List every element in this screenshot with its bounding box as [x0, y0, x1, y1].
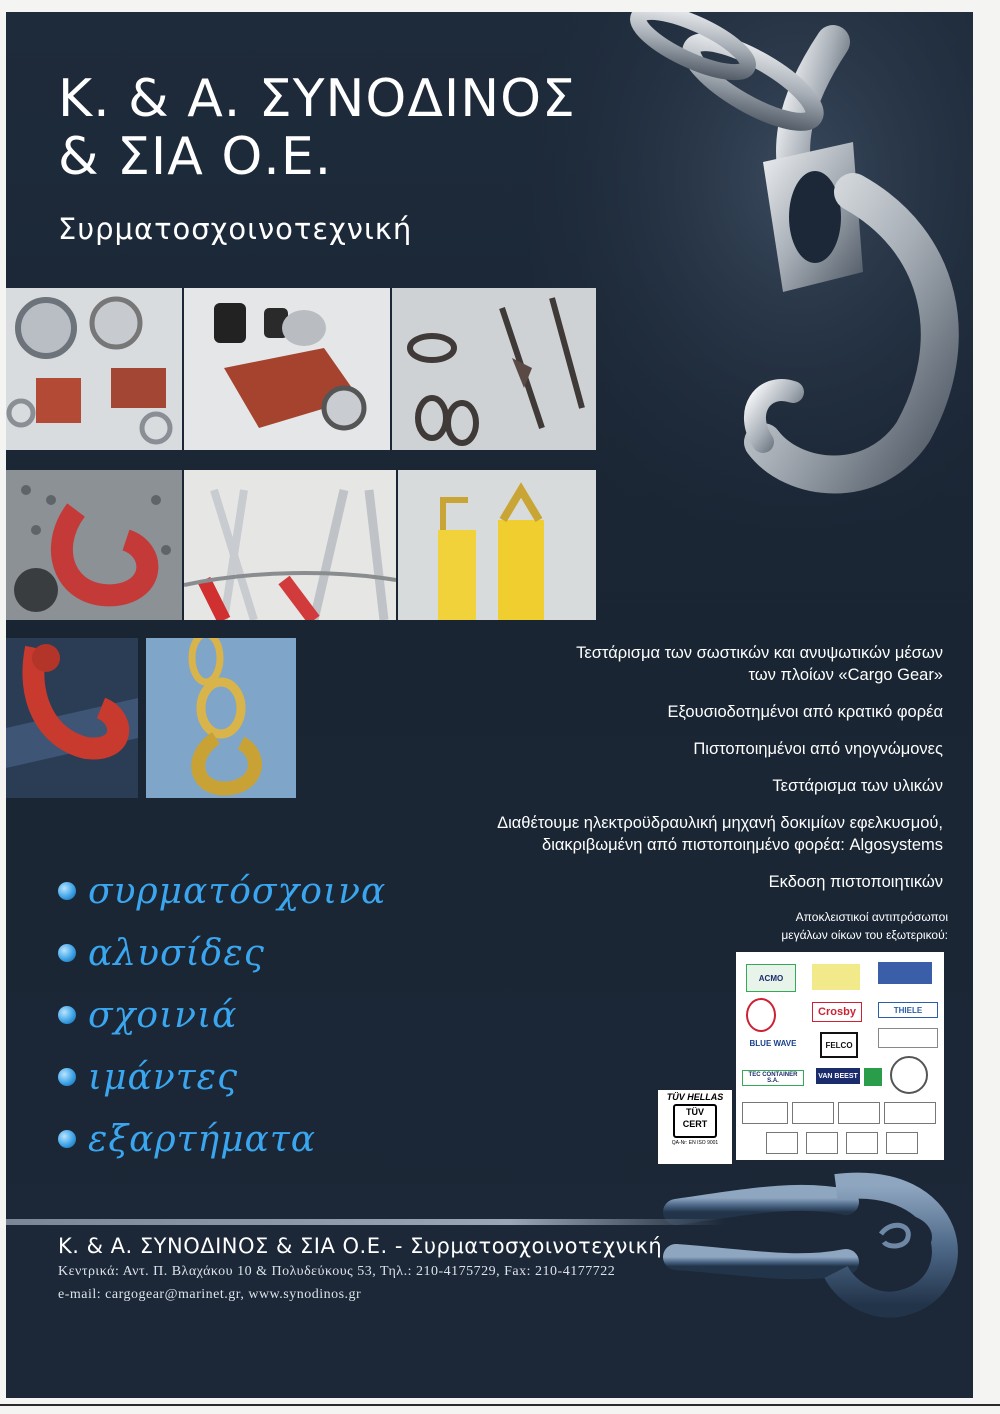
partner-logos-panel	[736, 952, 944, 1160]
service-item: Πιστοποιημένοι από νηογνώμονες	[693, 740, 943, 758]
chain-hook-illustration	[533, 12, 973, 572]
photo-pulley-blocks	[6, 288, 182, 450]
logo-box	[812, 964, 860, 990]
keyword-item: σχοινιά	[58, 984, 386, 1046]
service-item: Εξουσιοδοτημένοι από κρατικό φορέα	[667, 703, 943, 721]
service-item: Διαθέτουμε ηλεκτροϋδραυλική μηχανή δοκιμίων εφελκυσμού, διακριβωμένη από πιστοποιημένο φορέα: Algosystems	[497, 814, 943, 854]
logo-box	[792, 1102, 834, 1124]
keyword-item: ιμάντες	[58, 1046, 386, 1108]
logo-acmo: ACMO	[746, 964, 796, 992]
keyword-item: συρματόσχοινα	[58, 860, 386, 922]
company-subtitle: Συρματοσχοινοτεχνική	[58, 212, 413, 246]
logo-seal	[890, 1056, 928, 1094]
logo-felco: FELCO	[820, 1032, 858, 1058]
photo-chains	[392, 288, 596, 450]
tuv-certification-badge: TÜV HELLAS TÜV CERT QA-Nr: EN ISO 9001	[658, 1090, 732, 1164]
advertisement-page	[6, 12, 973, 1398]
representatives-label: Αποκλειστικοί αντιπρόσωποι μεγάλων οίκων του εξωτερικού:	[781, 910, 948, 942]
bullet-icon	[58, 1068, 76, 1086]
logo-bluewave: BLUE WAVE	[749, 1038, 797, 1048]
footer-contact: e-mail: cargogear@marinet.gr, www.synodinos.gr	[58, 1287, 362, 1302]
keyword-item: εξαρτήματα	[58, 1108, 386, 1170]
bullet-icon	[58, 1006, 76, 1024]
logo-box	[878, 962, 932, 984]
tuv-cert-mark: TÜV CERT	[673, 1104, 717, 1138]
logo-box	[884, 1102, 936, 1124]
footer-divider	[6, 1219, 726, 1225]
photo-wire-cutters	[184, 470, 396, 620]
service-item: Τεστάρισμα των σωστικών και ανυψωτικών μέσων των πλοίων «Cargo Gear»	[576, 644, 943, 684]
photo-lifting-hook	[6, 638, 138, 798]
logo-box	[864, 1068, 882, 1086]
keyword-item: αλυσίδες	[58, 922, 386, 984]
logo-box	[742, 1102, 788, 1124]
footer-company-name: Κ. & Α. ΣΥΝΟΔΙΝΟΣ & ΣΙΑ Ο.Ε. - Συρματοσχοινοτεχνική	[58, 1234, 663, 1258]
page-bottom-line	[0, 1404, 1000, 1406]
bullet-icon	[58, 882, 76, 900]
logo-box	[806, 1132, 838, 1154]
photo-swivel-hook	[146, 638, 296, 798]
logo-box	[838, 1102, 880, 1124]
company-title: Κ. & Α. ΣΥΝΟΔΙΝΟΣ & ΣΙΑ Ο.Ε.	[58, 69, 576, 187]
bullet-icon	[58, 944, 76, 962]
logo-q	[746, 998, 776, 1032]
service-item: Τεστάρισμα των υλικών	[772, 777, 943, 795]
logo-box	[766, 1132, 798, 1154]
logo-box	[886, 1132, 918, 1154]
logo-tec-container: TEC CONTAINER S.A.	[742, 1070, 804, 1086]
logo-thiele: THIELE	[878, 1002, 938, 1018]
logo-vanbeest: VAN BEEST	[816, 1068, 860, 1084]
photo-red-hook	[6, 470, 182, 620]
logo-crosby: Crosby	[812, 1002, 862, 1022]
photo-yellow-straps	[398, 470, 596, 620]
wire-rope-thimble-illustration	[656, 1162, 973, 1337]
bullet-icon	[58, 1130, 76, 1148]
services-list	[323, 642, 943, 908]
logo-box	[878, 1028, 938, 1048]
photo-sockets	[184, 288, 390, 450]
logo-box	[846, 1132, 878, 1154]
product-keywords	[58, 860, 386, 1170]
footer-address: Κεντρικά: Αντ. Π. Βλαχάκου 10 & Πολυδεύκους 53, Τηλ.: 210-4175729, Fax: 210-4177722	[58, 1264, 616, 1279]
service-item: Εκδοση πιστοποιητικών	[768, 873, 943, 891]
